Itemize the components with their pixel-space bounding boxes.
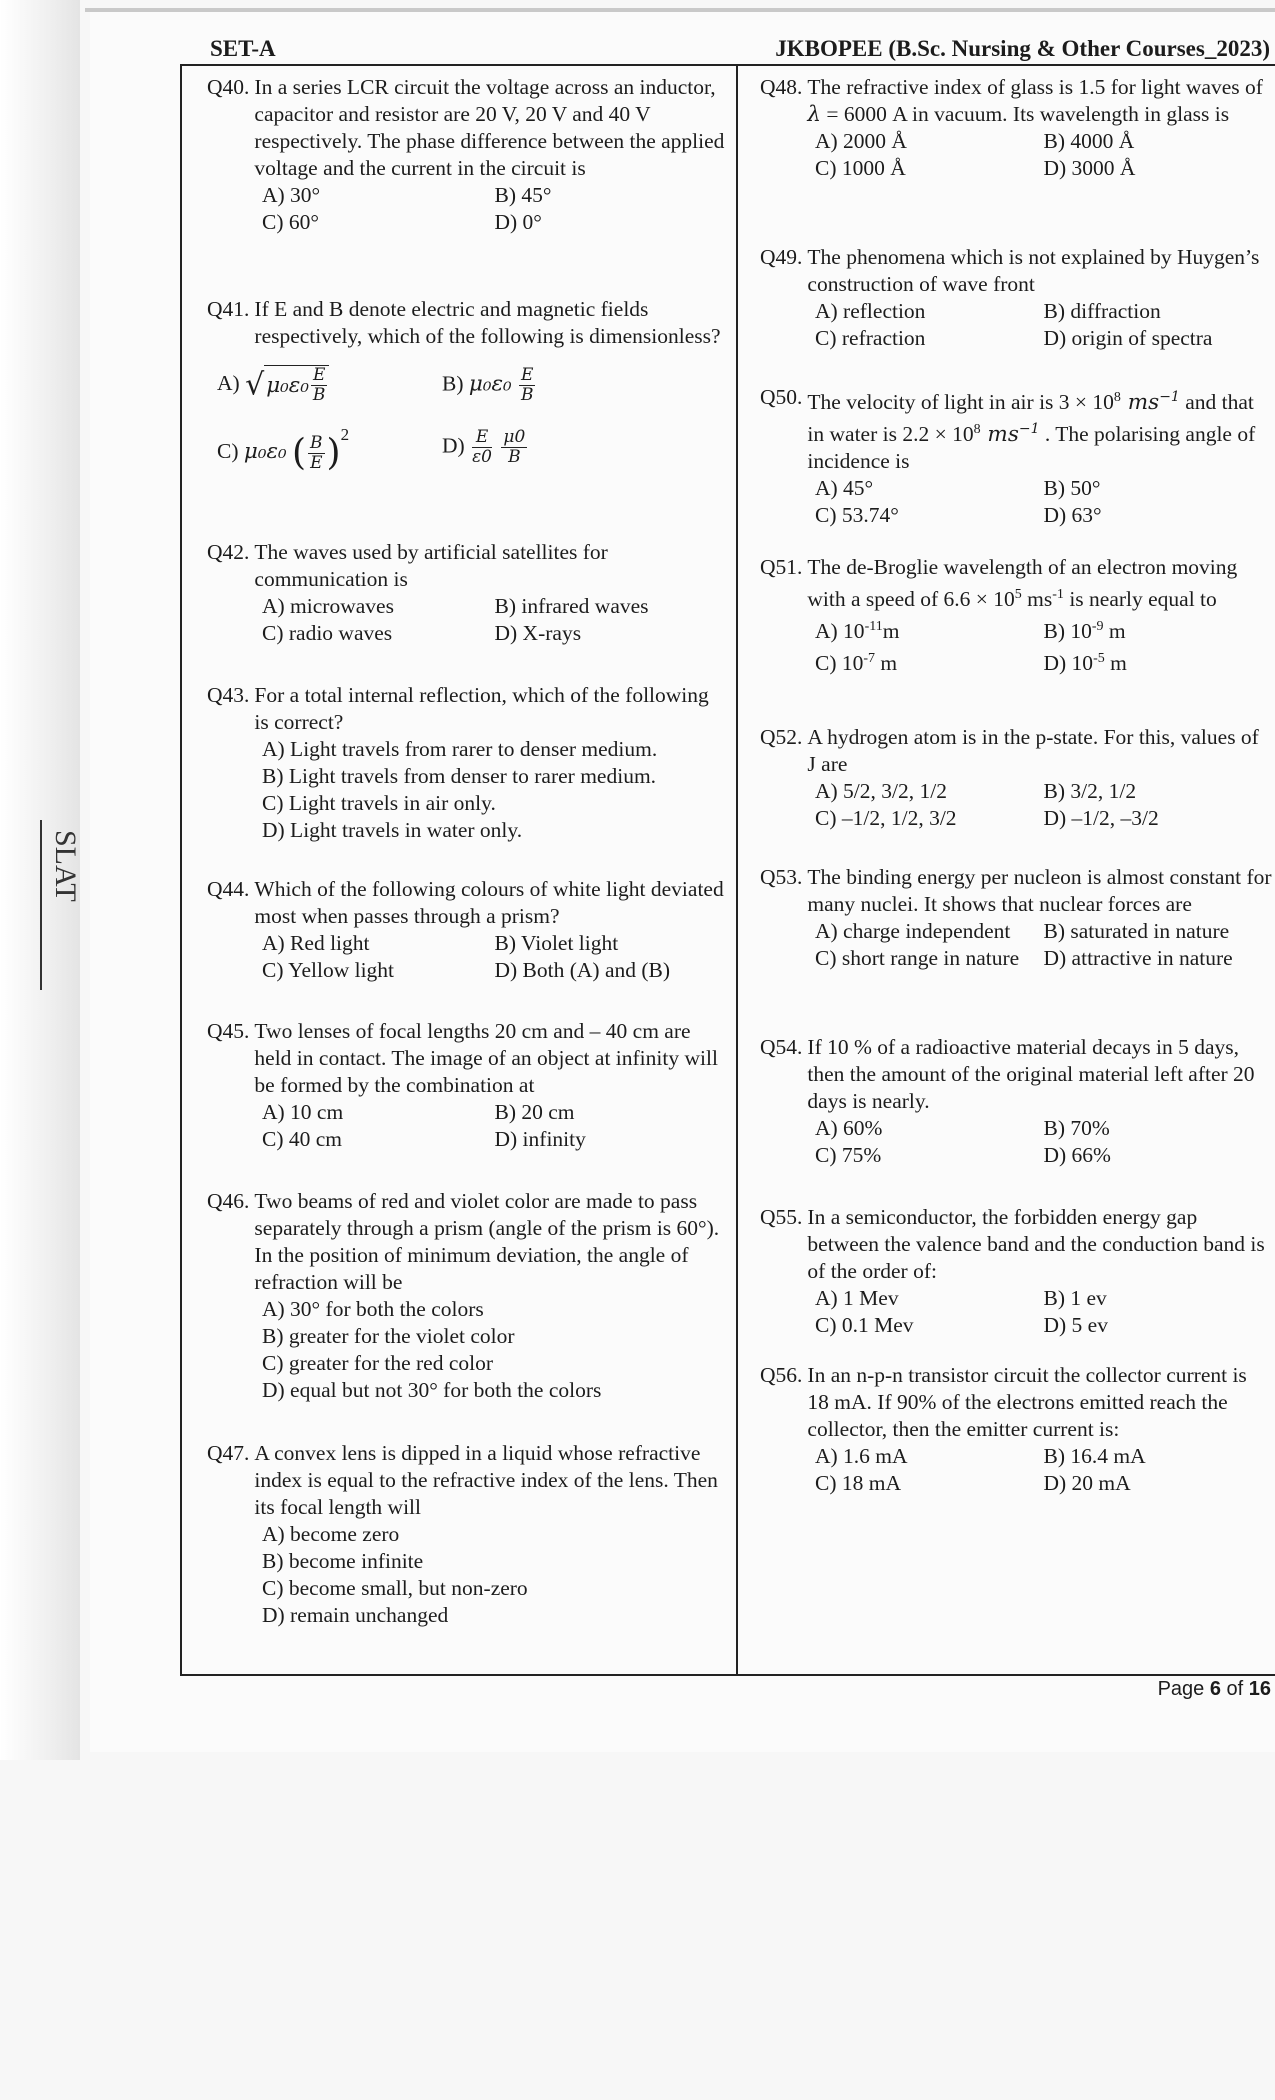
option-b: B) 70% [1043, 1116, 1110, 1140]
option-c: C) 53.74° [815, 503, 899, 528]
option-c: C) μ₀ε₀ ( $\frac{B}{E}$ )$^2$ [217, 425, 350, 474]
option-d: D) $10^{-5}$ m [1043, 651, 1127, 676]
option-a: A) Light travels from rarer to denser medium. [262, 737, 658, 761]
option-b: B) 50° [1043, 476, 1101, 501]
question-53 [760, 864, 1272, 972]
question-51 [760, 554, 1272, 677]
option-d: D) equal but not 30° for both the colors [262, 1378, 602, 1402]
question-number: Q44. [207, 877, 250, 901]
option-b: B) 1 ev [1043, 1286, 1107, 1310]
option-a: A) 1 Mev [815, 1286, 899, 1310]
option-a: A) 30° for both the colors [262, 1297, 484, 1321]
option-a: A) reflection [815, 299, 926, 323]
option-b: B) 4000 Å [1043, 129, 1135, 153]
option-c: C) Light travels in air only. [262, 791, 496, 815]
option-b: B) infrared waves [494, 594, 649, 618]
option-d: D) Both (A) and (B) [494, 958, 671, 982]
side-stamp [40, 820, 82, 990]
option-d: D) –1/2, –3/2 [1043, 806, 1159, 830]
option-c: C) short range in nature [815, 946, 1020, 970]
question-number: Q46. [207, 1189, 250, 1213]
fraction: $\frac{E}{B}$ [520, 364, 534, 405]
side-stamp-text: SLAT [49, 830, 82, 902]
question-number: Q48. [760, 75, 803, 99]
question-text: In a semiconductor, the forbidden energy gap between the valence band and the conduction band is of the order of: [807, 1205, 1265, 1283]
question-50 [760, 384, 1272, 529]
question-43 [207, 682, 727, 844]
option-d: D) $\frac{E}{\varepsilon 0}$ $\frac{\mu 0}{B}$ [442, 426, 526, 467]
question-44 [207, 876, 727, 984]
question-number: Q54. [760, 1035, 803, 1059]
exam-title: JKBOPEE (B.Sc. Nursing & Other Courses_2023) [775, 36, 1270, 61]
question-number: Q43. [207, 683, 250, 707]
option-b: B) saturated in nature [1043, 919, 1230, 943]
option-a: A) 2000 Å [815, 129, 907, 153]
question-text: The refractive index of glass is 1.5 for light waves of λ = 6000 A in vacuum. Its wavelength in glass is [807, 75, 1263, 127]
option-c: C) 60° [262, 210, 319, 234]
option-b: B) 20 cm [494, 1100, 575, 1124]
question-45 [207, 1018, 727, 1153]
option-c: C) refraction [815, 326, 926, 350]
set-label: SET-A [210, 36, 276, 61]
question-40 [207, 74, 727, 236]
question-48 [760, 74, 1272, 182]
fraction: $\frac{B}{E}$ [310, 432, 323, 473]
option-a: A) 30° [262, 183, 321, 207]
question-text: Two beams of red and violet color are made to pass separately through a prism (angle of the prism is 60°). In the position of minimum deviation, the angle of refraction will be [254, 1189, 720, 1294]
question-text: The waves used by artificial satellites for communication is [254, 540, 608, 591]
question-number: Q51. [760, 555, 803, 579]
option-c: C) 1000 Å [815, 156, 906, 180]
option-c: C) radio waves [262, 621, 393, 645]
option-d: D) 0° [494, 210, 542, 234]
option-a: A) charge independent [815, 919, 1011, 943]
option-d: D) 5 ev [1043, 1313, 1108, 1337]
option-c: C) $10^{-7}$ m [815, 651, 898, 676]
question-41 [207, 296, 727, 480]
question-number: Q56. [760, 1363, 803, 1387]
question-number: Q49. [760, 245, 803, 269]
question-number: Q42. [207, 540, 250, 564]
scan-top-edge [85, 8, 1275, 12]
option-a: A) 45° [815, 476, 874, 501]
question-49 [760, 244, 1272, 352]
option-b: B) Light travels from denser to rarer medium. [262, 764, 657, 788]
question-number: Q53. [760, 865, 803, 889]
option-d: D) infinity [494, 1127, 586, 1151]
question-56 [760, 1362, 1272, 1497]
option-a: A) $10^{-11}m$ [815, 619, 900, 644]
question-text: The binding energy per nucleon is almost constant for many nuclei. It shows that nuclear forces are [807, 865, 1272, 916]
option-a: A) 60% [815, 1116, 883, 1140]
fraction: $\frac{\mu 0}{B}$ [503, 426, 526, 467]
question-number: Q47. [207, 1441, 250, 1465]
option-a: A) 10 cm [262, 1100, 344, 1124]
question-number: Q50. [760, 385, 803, 409]
question-number: Q45. [207, 1019, 250, 1043]
sqrt-symbol: √ [245, 367, 265, 403]
option-b: B) $10^{-9}$ m [1043, 619, 1126, 644]
question-text: Two lenses of focal lengths 20 cm and – 40 cm are held in contact. The image of an object at infinity will be formed by the combination at [254, 1019, 718, 1097]
option-c: C) 40 cm [262, 1127, 343, 1151]
question-52 [760, 724, 1272, 832]
option-a: A) become zero [262, 1522, 400, 1546]
page-number: Page 6 of 16 [1157, 1678, 1271, 1700]
option-b: B) become infinite [262, 1549, 424, 1573]
option-d: D) 66% [1043, 1143, 1111, 1167]
question-text: For a total internal reflection, which of the following is correct? [254, 683, 709, 734]
option-d: D) 20 mA [1043, 1471, 1131, 1495]
option-d: D) 3000 Å [1043, 156, 1136, 180]
option-b: B) 3/2, 1/2 [1043, 779, 1137, 803]
option-c: C) greater for the red color [262, 1351, 494, 1375]
option-b: B) μ₀ε₀ $\frac{E}{B}$ [442, 364, 534, 405]
option-c: C) Yellow light [262, 958, 395, 982]
question-number: Q40. [207, 75, 250, 99]
question-text: A convex lens is dipped in a liquid whose refractive index is equal to the refractive index of the lens. Then its focal length will [254, 1441, 718, 1519]
option-c: C) 75% [815, 1143, 882, 1167]
question-text: In a series LCR circuit the voltage across an inductor, capacitor and resistor are 20 V, 20 V and 40 V respectively. The phase difference between the applied voltage and the current in the circuit is [254, 75, 725, 180]
question-54 [760, 1034, 1272, 1169]
question-text: The velocity of light in air is $3 \times 10^8$ $ms^{-1}$ and that in water is $2.2 \times 10^8$ $ms^{-1}$ . The polarising angle of incidence is [807, 389, 1256, 474]
option-d: D) remain unchanged [262, 1603, 449, 1627]
column-divider [736, 64, 738, 1676]
option-b: B) diffraction [1043, 299, 1161, 323]
question-number: Q55. [760, 1205, 803, 1229]
option-d: D) Light travels in water only. [262, 818, 523, 842]
option-c: C) 0.1 Mev [815, 1313, 914, 1337]
question-text: The de-Broglie wavelength of an electron moving with a speed of $6.6 \times 10^5$ $ms^{-1}$ is nearly equal to [807, 555, 1238, 612]
option-a: A) Red light [262, 931, 370, 955]
question-55 [760, 1204, 1272, 1339]
question-text: The phenomena which is not explained by Huygen’s construction of wave front [807, 245, 1260, 296]
option-d: D) attractive in nature [1043, 946, 1233, 970]
option-c: C) become small, but non-zero [262, 1576, 528, 1600]
option-b: B) 45° [494, 183, 552, 207]
question-number: Q41. [207, 297, 250, 321]
option-b: B) 16.4 mA [1043, 1444, 1146, 1468]
question-text: A hydrogen atom is in the p-state. For this, values of J are [807, 725, 1259, 776]
question-text: If E and B denote electric and magnetic fields respectively, which of the following is dimensionless? [254, 297, 721, 348]
option-a: A) √ μ₀ ε₀ $\frac{E}{B}$ [217, 365, 442, 405]
question-number: Q52. [760, 725, 803, 749]
option-d: D) X-rays [494, 621, 582, 645]
option-c: C) –1/2, 1/2, 3/2 [815, 806, 957, 830]
fraction: $\frac{E}{\varepsilon 0}$ [472, 426, 493, 467]
question-text: In an n-p-n transistor circuit the collector current is 18 mA. If 90% of the electrons emitted reach the collector, then the emitter current is: [807, 1363, 1247, 1441]
option-b: B) Violet light [494, 931, 619, 955]
option-c: C) 18 mA [815, 1471, 901, 1495]
question-text: If 10 % of a radioactive material decays in 5 days, then the amount of the original material left after 20 days is nearly. [807, 1035, 1255, 1113]
question-text: Which of the following colours of white light deviated most when passes through a prism? [254, 877, 724, 928]
option-a: A) microwaves [262, 594, 394, 618]
question-47 [207, 1440, 727, 1629]
option-a: A) 5/2, 3/2, 1/2 [815, 779, 947, 803]
fraction: $\frac{E}{B}$ [312, 365, 326, 405]
option-a: A) 1.6 mA [815, 1444, 908, 1468]
option-b: B) greater for the violet color [262, 1324, 515, 1348]
option-d: D) 63° [1043, 503, 1102, 528]
option-d: D) origin of spectra [1043, 326, 1213, 350]
question-46 [207, 1188, 727, 1404]
question-42 [207, 539, 727, 647]
